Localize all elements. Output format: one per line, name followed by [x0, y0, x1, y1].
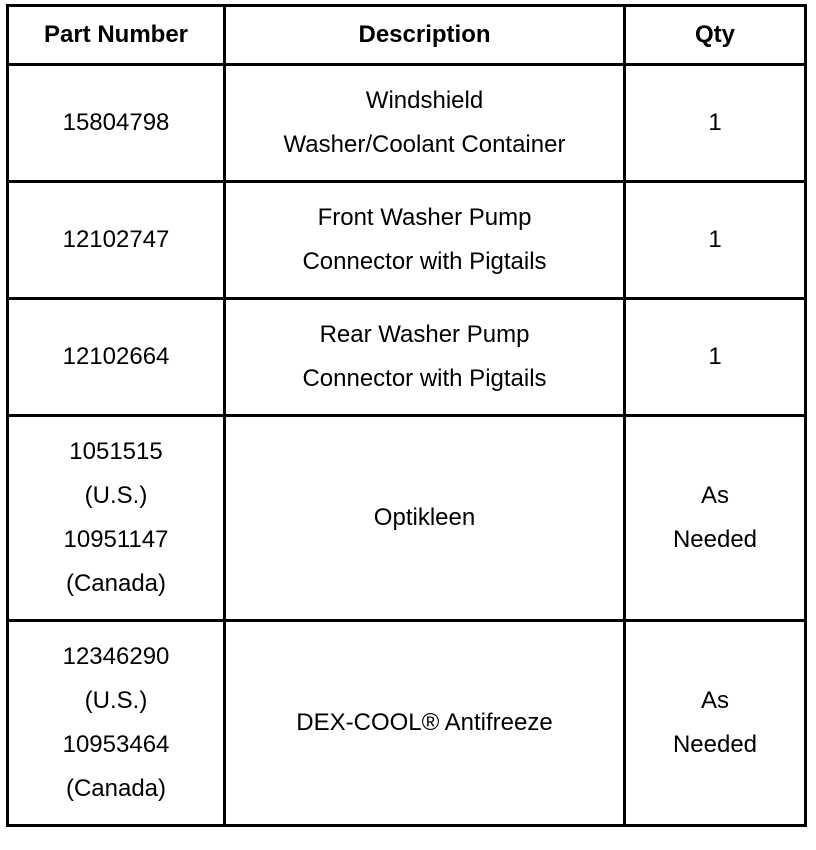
part-number-line: 12102747	[62, 226, 170, 253]
description-cell	[225, 621, 625, 826]
parts-table	[6, 4, 807, 827]
qty-line: Needed	[672, 731, 758, 758]
table-row	[8, 182, 806, 299]
table-row	[8, 416, 806, 621]
header-part-number: Part Number	[8, 6, 225, 65]
description-line: Washer/Coolant Container	[283, 131, 566, 158]
description-line: Connector with Pigtails	[302, 248, 547, 275]
part-number-line: 15804798	[62, 109, 170, 136]
qty-cell	[625, 621, 806, 826]
qty-line: 1	[708, 109, 722, 136]
qty-line: As	[700, 687, 729, 714]
qty-line: As	[700, 482, 729, 509]
header-row	[8, 6, 806, 65]
part-number-line: (U.S.)	[84, 482, 148, 509]
description-cell	[225, 416, 625, 621]
part-number-line: 10953464	[62, 731, 170, 758]
part-number-line: 12102664	[62, 343, 170, 370]
description-cell	[225, 299, 625, 416]
qty-line: Needed	[672, 526, 758, 553]
table-row	[8, 621, 806, 826]
qty-cell	[625, 299, 806, 416]
table-row	[8, 299, 806, 416]
description-line: Optikleen	[373, 504, 476, 531]
part-number-line: (Canada)	[65, 570, 167, 597]
table-row	[8, 65, 806, 182]
part-number-line: 10951147	[63, 526, 169, 553]
description-line: Connector with Pigtails	[302, 365, 547, 392]
part-number-cell	[8, 182, 225, 299]
description-cell	[225, 65, 625, 182]
part-number-cell	[8, 416, 225, 621]
description-line: DEX-COOL® Antifreeze	[296, 709, 553, 736]
description-line: Windshield	[365, 87, 484, 114]
part-number-cell	[8, 621, 225, 826]
part-number-line: (Canada)	[65, 775, 167, 802]
part-number-cell	[8, 299, 225, 416]
description-cell	[225, 182, 625, 299]
part-number-cell	[8, 65, 225, 182]
qty-line: 1	[708, 343, 722, 370]
qty-cell	[625, 65, 806, 182]
description-line: Rear Washer Pump	[319, 321, 530, 348]
description-line: Front Washer Pump	[317, 204, 532, 231]
header-description: Description	[225, 6, 625, 65]
part-number-line: (U.S.)	[84, 687, 148, 714]
header-qty: Qty	[625, 6, 806, 65]
part-number-line: 1051515	[69, 438, 163, 465]
qty-line: 1	[708, 226, 722, 253]
part-number-line: 12346290	[62, 643, 170, 670]
qty-cell	[625, 182, 806, 299]
qty-cell	[625, 416, 806, 621]
